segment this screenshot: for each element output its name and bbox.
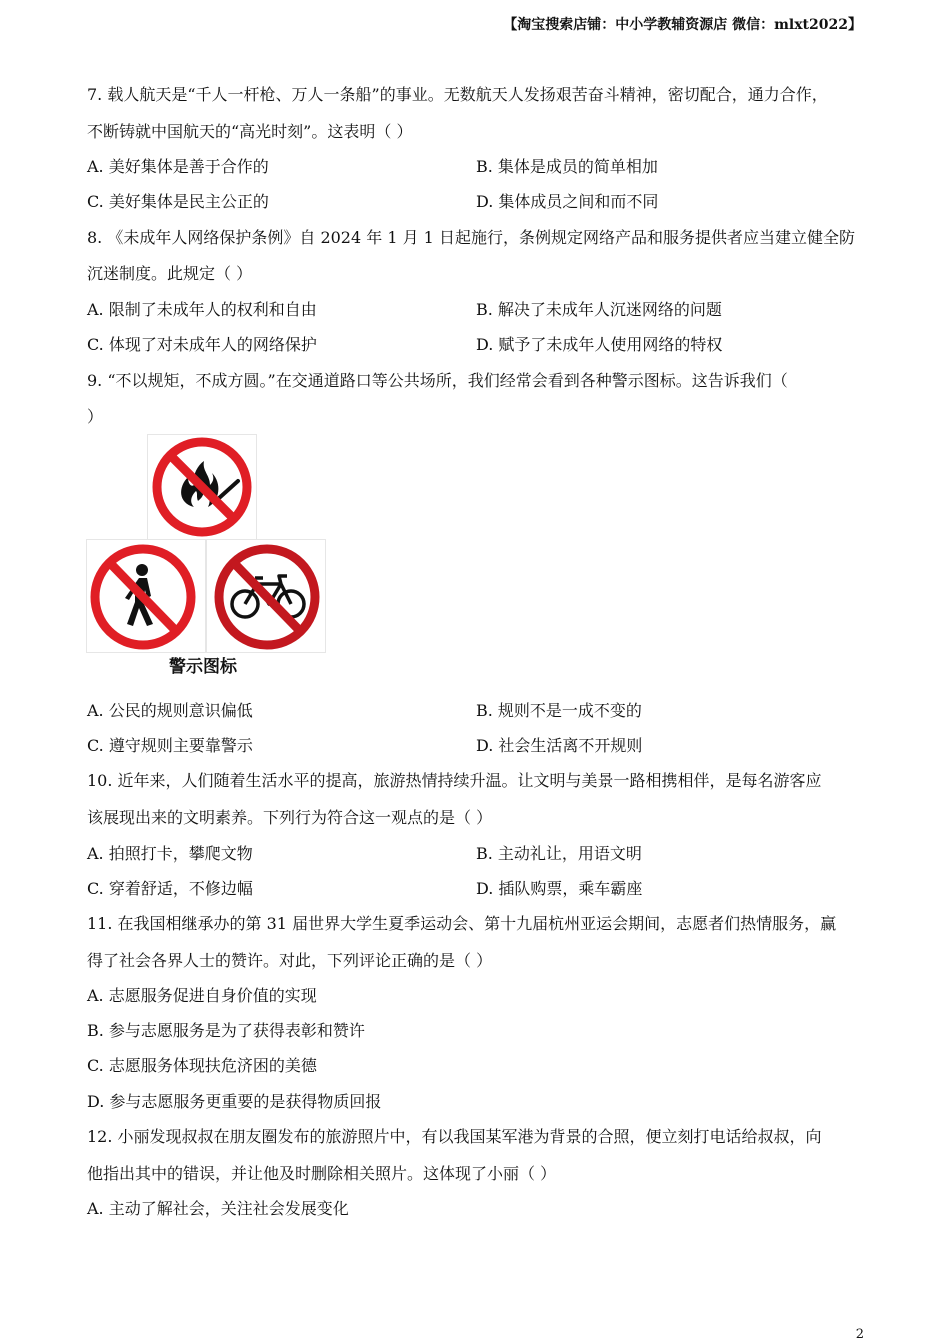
q8-option-d: D. 赋予了未成年人使用网络的特权: [476, 335, 723, 354]
no-fire-sign: [147, 434, 257, 540]
q9-option-c: C. 遵守规则主要靠警示: [87, 736, 253, 755]
q12-stem-line1: 12. 小丽发现叔叔在朋友圈发布的旅游照片中，有以我国某军港为背景的合照，便立刻打电话给叔叔，向: [87, 1127, 822, 1146]
q10-option-d: D. 插队购票，乘车霸座: [476, 879, 643, 898]
q7-option-d: D. 集体成员之间和而不同: [476, 192, 659, 211]
no-fire-icon: [148, 435, 256, 539]
q7-option-b: B. 集体是成员的简单相加: [476, 157, 658, 176]
q12-option-a: A. 主动了解社会，关注社会发展变化: [87, 1199, 349, 1218]
q11-option-a: A. 志愿服务促进自身价值的实现: [87, 986, 317, 1005]
no-bicycle-icon: [207, 540, 325, 652]
no-bicycle-sign: [206, 539, 326, 653]
q9-option-d: D. 社会生活离不开规则: [476, 736, 643, 755]
no-pedestrian-sign: [86, 539, 206, 653]
q7-stem-line2: 不断铸就中国航天的“高光时刻”。这表明（ ）: [87, 122, 413, 141]
q8-stem-line2: 沉迷制度。此规定（ ）: [87, 264, 253, 283]
q10-option-c: C. 穿着舒适，不修边幅: [87, 879, 253, 898]
q9-option-a: A. 公民的规则意识偏低: [87, 701, 253, 720]
q9-stem-line1: 9. “不以规矩，不成方圆。”在交通道路口等公共场所，我们经常会看到各种警示图标。这告诉我们（: [87, 371, 788, 390]
figure-caption: 警示图标: [169, 657, 237, 677]
warning-signs-figure: [86, 434, 326, 677]
no-pedestrian-icon: [87, 540, 205, 652]
q11-option-b: B. 参与志愿服务是为了获得表彰和赞许: [87, 1021, 365, 1040]
q8-option-c: C. 体现了对未成年人的网络保护: [87, 335, 317, 354]
q7-stem-line1: 7. 载人航天是“千人一杆枪、万人一条船”的事业。无数航天人发扬艰苦奋斗精神，密切配合，通力合作，: [87, 85, 828, 104]
q10-stem-line2: 该展现出来的文明素养。下列行为符合这一观点的是（ ）: [87, 808, 493, 827]
q11-option-c: C. 志愿服务体现扶危济困的美德: [87, 1056, 317, 1075]
q7-option-a: A. 美好集体是善于合作的: [87, 157, 269, 176]
q11-option-d: D. 参与志愿服务更重要的是获得物质回报: [87, 1092, 382, 1111]
q10-option-b: B. 主动礼让，用语文明: [476, 844, 642, 863]
q10-stem-line1: 10. 近年来，人们随着生活水平的提高，旅游热情持续升温。让文明与美景一路相携相伴，是每名游客应: [87, 771, 822, 790]
q11-stem-line1: 11. 在我国相继承办的第 31 届世界大学生夏季运动会、第十九届杭州亚运会期间，志愿者们热情服务，赢: [87, 914, 837, 933]
q7-option-c: C. 美好集体是民主公正的: [87, 192, 269, 211]
page-number: 2: [855, 1327, 864, 1342]
q10-option-a: A. 拍照打卡，攀爬文物: [87, 844, 253, 863]
q9-stem-line2: ）: [87, 407, 104, 426]
q8-option-b: B. 解决了未成年人沉迷网络的问题: [476, 300, 722, 319]
q11-stem-line2: 得了社会各界人士的赞许。对此，下列评论正确的是（ ）: [87, 951, 493, 970]
q8-stem-line1: 8. 《未成年人网络保护条例》自 2024 年 1 月 1 日起施行，条例规定网络产品和服务提供者应当建立健全防: [87, 228, 855, 247]
q8-option-a: A. 限制了未成年人的权利和自由: [87, 300, 317, 319]
page-header: 【淘宝搜索店铺：中小学教辅资源店 微信：mlxt2022】: [503, 17, 862, 33]
q9-option-b: B. 规则不是一成不变的: [476, 701, 642, 720]
q12-stem-line2: 他指出其中的错误，并让他及时删除相关照片。这体现了小丽（ ）: [87, 1164, 557, 1183]
